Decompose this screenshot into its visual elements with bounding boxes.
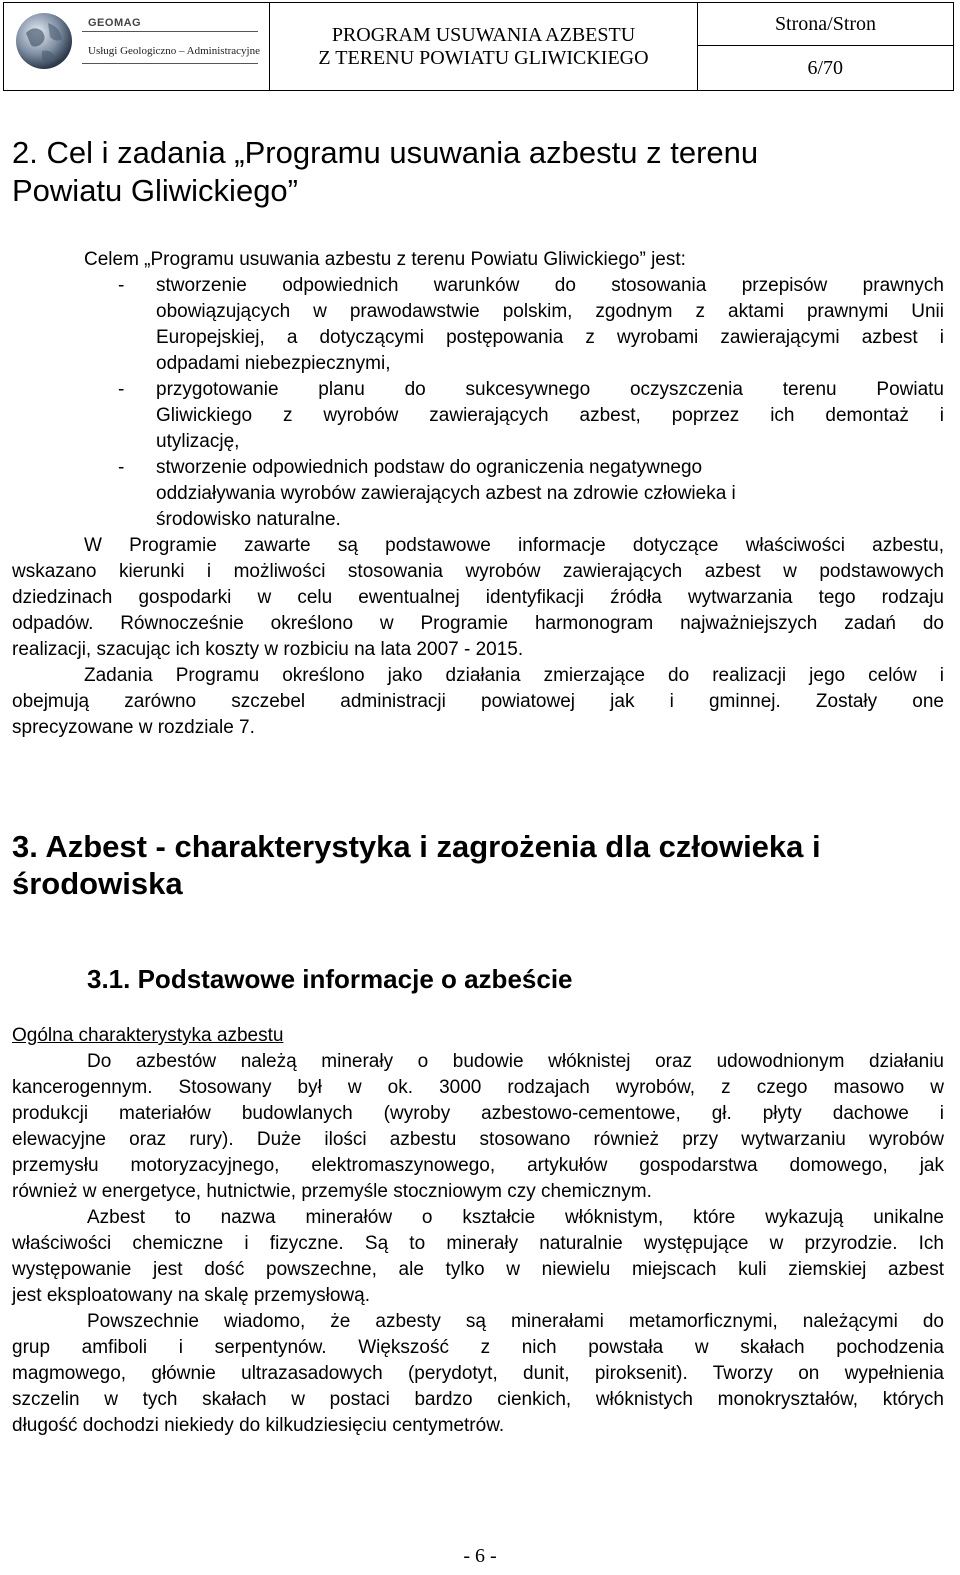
section-3-title-line1: 3. Azbest - charakterystyka i zagrożenia dla człowieka i bbox=[12, 829, 821, 864]
section-2-title-line1: 2. Cel i zadania „Programu usuwania azbestu z terenu bbox=[12, 135, 759, 170]
bullet-3-line3: środowisko naturalne. bbox=[156, 509, 341, 530]
bullet-dash: - bbox=[118, 379, 125, 400]
bullet-2-line1: przygotowanie planu do sukcesywnego oczyszczenia terenu Powiatu bbox=[156, 379, 944, 400]
section-2-title-line2: Powiatu Gliwickiego” bbox=[12, 173, 298, 208]
bullet-3-line2: oddziaływania wyrobów zawierających azbest na zdrowie człowieka i bbox=[156, 483, 736, 504]
paragraph-2-line1: Zadania Programu określono jako działania zmierzające do realizacji jego celów i bbox=[84, 665, 944, 686]
asbestos-p2-line2: właściwości chemiczne i fizyczne. Są to minerały naturalnie występujące w przyrodzie. Ich bbox=[12, 1233, 944, 1254]
logo-divider bbox=[82, 63, 258, 64]
bullet-dash: - bbox=[118, 457, 125, 478]
document-title-line1: PROGRAM USUWANIA AZBESTU bbox=[331, 24, 636, 46]
bullet-2-line3: utylizację, bbox=[156, 431, 240, 452]
page-counter-value: 6/70 bbox=[807, 57, 843, 79]
page-counter-label: Strona/Stron bbox=[698, 3, 953, 46]
page-footer-number: - 6 - bbox=[463, 1545, 497, 1567]
asbestos-p3-line4: szczelin w tych skałach w postaci bardzo cienkich, włóknistych monokryształów, których bbox=[12, 1389, 944, 1410]
document-title bbox=[270, 3, 698, 90]
asbestos-p1-line6: również w energetyce, hutnictwie, przemyśle stoczniowym czy chemicznym. bbox=[12, 1181, 652, 1202]
paragraph-1-line3: dziedzinach gospodarki w celu ewentualnej identyfikacji źródła wytwarzania tego rodzaju bbox=[12, 587, 944, 608]
bullet-dash: - bbox=[118, 275, 125, 296]
logo-name: GEOMAG bbox=[88, 17, 142, 29]
page-header bbox=[3, 2, 954, 91]
underlined-heading: Ogólna charakterystyka azbestu bbox=[12, 1025, 284, 1046]
bullet-1-line3: Europejskiej, a dotyczącymi postępowania z wyrobami zawierającymi azbest i bbox=[156, 327, 944, 348]
subsection-3-1-title: 3.1. Podstawowe informacje o azbeście bbox=[87, 964, 573, 994]
asbestos-p3-line5: długość dochodzi niekiedy do kilkudziesięciu centymetrów. bbox=[12, 1415, 505, 1436]
asbestos-p1-line2: kancerogennym. Stosowany był w ok. 3000 rodzajach wyrobów, z czego masowo w bbox=[12, 1077, 944, 1098]
asbestos-p3-line3: magmowego, głównie ultrazasadowych (perydotyt, dunit, piroksenit). Tworzy on wypełnienia bbox=[12, 1363, 944, 1384]
paragraph-2-line3: sprecyzowane w rozdziale 7. bbox=[12, 717, 255, 738]
asbestos-p1-line3: produkcji materiałów budowlanych (wyroby azbestowo-cementowe, gł. płyty dachowe i bbox=[12, 1103, 944, 1124]
paragraph-1-line5: realizacji, szacując ich koszty w rozbiciu na lata 2007 - 2015. bbox=[12, 639, 524, 660]
logo-subtitle: Usługi Geologiczno – Administracyjne bbox=[88, 45, 260, 57]
bullet-2-line2: Gliwickiego z wyrobów zawierających azbest, poprzez ich demontaż i bbox=[156, 405, 944, 426]
globe-icon bbox=[12, 9, 76, 73]
document-title-line2: Z TERENU POWIATU GLIWICKIEGO bbox=[318, 47, 649, 69]
paragraph-1-line2: wskazano kierunki i możliwości stosowania wyrobów zawierających azbest w podstawowych bbox=[12, 561, 944, 582]
asbestos-p1-line4: elewacyjne oraz rury). Duże ilości azbestu stosowano również przy wytwarzaniu wyrobów bbox=[12, 1129, 944, 1150]
paragraph-2-line2: obejmują zarówno szczebel administracji powiatowej jak i gminnej. Zostały one bbox=[12, 691, 944, 712]
asbestos-p2-line3: występowanie jest dość powszechne, ale tylko w niewielu miejscach kuli ziemskiej azbest bbox=[12, 1259, 944, 1280]
company-logo bbox=[4, 3, 270, 90]
asbestos-p2-line1: Azbest to nazwa minerałów o kształcie włóknistym, które wykazują unikalne bbox=[87, 1207, 944, 1228]
asbestos-p2-line4: jest eksploatowany na skalę przemysłową. bbox=[12, 1285, 371, 1306]
asbestos-p1-line1: Do azbestów należą minerały o budowie włóknistej oraz udowodnionym działaniu bbox=[87, 1051, 944, 1072]
section-3-title-line2: środowiska bbox=[12, 866, 183, 901]
asbestos-p1-line5: przemysłu motoryzacyjnego, elektromaszynowego, artykułów gospodarstwa domowego, jak bbox=[12, 1155, 944, 1176]
page-counter bbox=[698, 3, 953, 90]
bullet-3-line1: stworzenie odpowiednich podstaw do ograniczenia negatywnego bbox=[156, 457, 703, 478]
paragraph-1-line4: odpadów. Równocześnie określono w Programie harmonogram najważniejszych zadań do bbox=[12, 613, 944, 634]
bullet-1-line1: stworzenie odpowiednich warunków do stosowania przepisów prawnych bbox=[156, 275, 944, 296]
bullet-1-line4: odpadami niebezpiecznymi, bbox=[156, 353, 391, 374]
bullet-1-line2: obowiązujących w prawodawstwie polskim, zgodnym z aktami prawnymi Unii bbox=[156, 301, 944, 322]
asbestos-p3-line2: grup amfiboli i serpentynów. Większość z nich powstała w skałach pochodzenia bbox=[12, 1337, 944, 1358]
paragraph-1-line1: W Programie zawarte są podstawowe informacje dotyczące właściwości azbestu, bbox=[84, 535, 944, 556]
section-2-intro: Celem „Programu usuwania azbestu z terenu Powiatu Gliwickiego” jest: bbox=[84, 249, 686, 270]
logo-divider bbox=[82, 31, 258, 32]
asbestos-p3-line1: Powszechnie wiadomo, że azbesty są minerałami metamorficznymi, należącymi do bbox=[87, 1311, 944, 1332]
